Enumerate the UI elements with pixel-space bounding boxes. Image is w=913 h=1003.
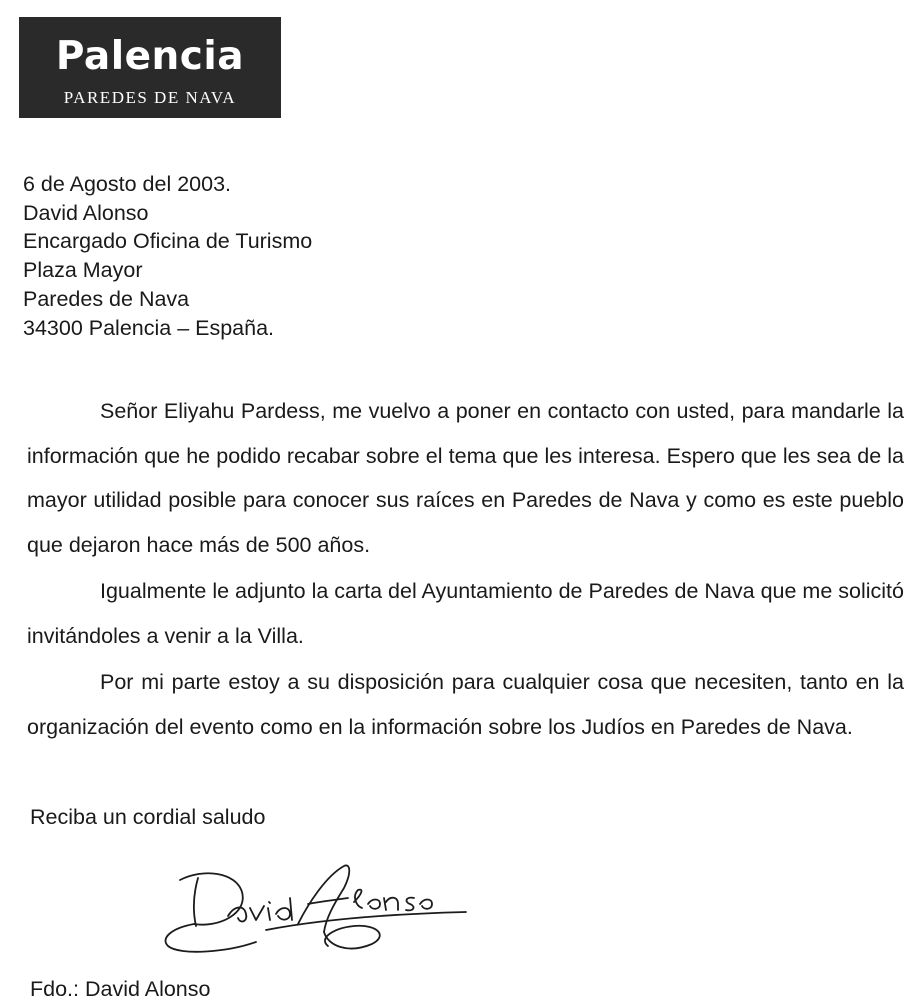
sign-off-line: Fdo.: David Alonso bbox=[30, 977, 211, 1001]
letter-body bbox=[27, 389, 904, 749]
sender-street: Plaza Mayor bbox=[23, 258, 143, 283]
body-paragraph-2: Igualmente le adjunto la carta del Ayuntamiento de Paredes de Nava que me solicitó invitándoles a venir a la Villa. bbox=[27, 579, 904, 648]
handwritten-signature bbox=[158, 858, 470, 960]
letter-header bbox=[23, 170, 312, 342]
logo-town-name: PAREDES DE NAVA bbox=[63, 88, 237, 107]
body-paragraph-3: Por mi parte estoy a su disposición para cualquier cosa que necesiten, tanto en la organización del evento como en la información sobre los Judíos en Paredes de Nava. bbox=[27, 670, 904, 739]
logo-city-name: Palencia bbox=[55, 34, 245, 79]
body-paragraph-1: Señor Eliyahu Pardess, me vuelvo a poner en contacto con usted, para mandarle la información que he podido recabar sobre el tema que les interesa. Espero que les sea de la mayor utilidad posible para conocer sus raíces en Paredes de Nava y como es este pueblo que dejaron hace más de 500 años. bbox=[27, 399, 904, 557]
letter-date: 6 de Agosto del 2003. bbox=[23, 172, 232, 196]
palencia-logo bbox=[19, 17, 281, 118]
sender-name: David Alonso bbox=[23, 200, 149, 225]
sender-title: Encargado Oficina de Turismo bbox=[23, 229, 313, 254]
sender-postal-line: 34300 Palencia – España. bbox=[23, 315, 275, 340]
letter-closing: Reciba un cordial saludo bbox=[30, 805, 266, 829]
sender-town: Paredes de Nava bbox=[23, 286, 190, 311]
